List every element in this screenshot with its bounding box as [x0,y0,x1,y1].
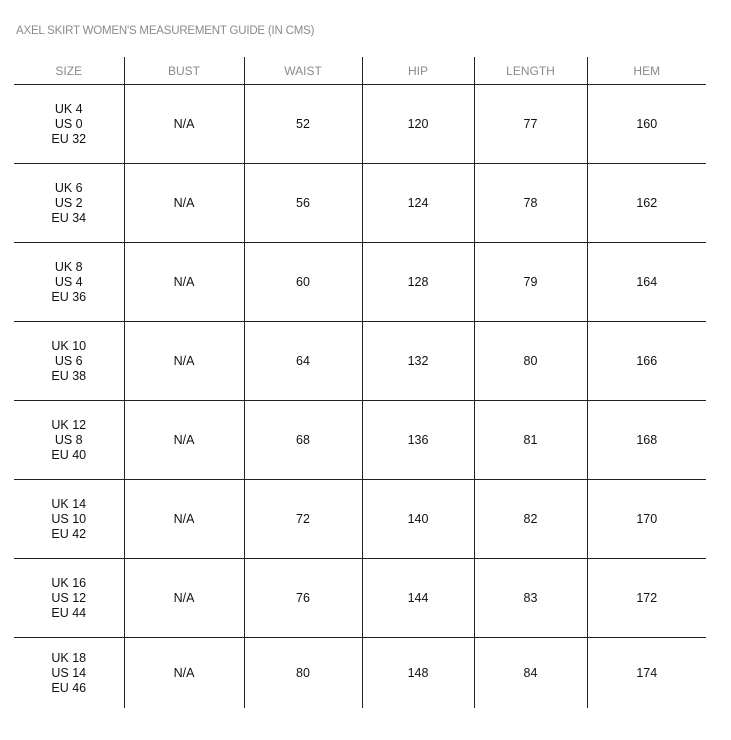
length-cell: 82 [474,480,587,559]
waist-cell: 80 [244,638,362,709]
header-size: SIZE [14,57,124,85]
size-cell [14,559,124,638]
table-row [14,638,706,709]
size-us: US 12 [51,590,87,605]
header-bust: BUST [124,57,244,85]
waist-cell: 76 [244,559,362,638]
size-us: US 0 [54,116,83,131]
size-cell [14,243,124,322]
bust-cell: N/A [124,164,244,243]
size-us: US 14 [51,665,87,680]
hip-cell: 120 [362,85,474,164]
hip-cell: 132 [362,322,474,401]
table-row [14,480,706,559]
size-us: US 4 [54,274,83,289]
table-row [14,85,706,164]
size-uk: UK 18 [51,650,87,665]
waist-cell: 60 [244,243,362,322]
size-uk: UK 12 [51,417,87,432]
size-uk: UK 16 [51,575,87,590]
size-uk: UK 6 [54,180,83,195]
bust-cell: N/A [124,401,244,480]
hip-cell: 124 [362,164,474,243]
hem-cell: 160 [587,85,706,164]
size-uk: UK 10 [51,338,87,353]
header-waist: WAIST [244,57,362,85]
size-eu: EU 34 [51,210,87,225]
header-hem: HEM [587,57,706,85]
hip-cell: 148 [362,638,474,709]
hem-cell: 162 [587,164,706,243]
length-cell: 84 [474,638,587,709]
waist-cell: 52 [244,85,362,164]
hip-cell: 128 [362,243,474,322]
size-uk: UK 4 [54,101,83,116]
size-cell [14,85,124,164]
length-cell: 78 [474,164,587,243]
size-eu: EU 38 [51,368,87,383]
size-eu: EU 44 [51,605,87,620]
size-eu: EU 42 [51,526,87,541]
table-header-row [14,57,706,85]
table-row [14,401,706,480]
size-us: US 6 [54,353,83,368]
size-cell [14,322,124,401]
header-length: LENGTH [474,57,587,85]
hem-cell: 170 [587,480,706,559]
bust-cell: N/A [124,243,244,322]
hem-cell: 166 [587,322,706,401]
length-cell: 79 [474,243,587,322]
size-eu: EU 40 [51,447,87,462]
size-us: US 8 [54,432,83,447]
waist-cell: 68 [244,401,362,480]
hem-cell: 172 [587,559,706,638]
waist-cell: 56 [244,164,362,243]
size-uk: UK 8 [54,259,83,274]
table-row [14,322,706,401]
header-hip: HIP [362,57,474,85]
size-cell [14,480,124,559]
size-uk: UK 14 [51,496,87,511]
size-cell [14,164,124,243]
size-us: US 10 [51,511,87,526]
page-title: AXEL SKIRT WOMEN'S MEASUREMENT GUIDE (IN CMS) [16,25,315,37]
bust-cell: N/A [124,559,244,638]
hip-cell: 140 [362,480,474,559]
size-cell [14,401,124,480]
table-row [14,164,706,243]
waist-cell: 72 [244,480,362,559]
length-cell: 77 [474,85,587,164]
hip-cell: 144 [362,559,474,638]
length-cell: 83 [474,559,587,638]
table-row [14,559,706,638]
waist-cell: 64 [244,322,362,401]
bust-cell: N/A [124,85,244,164]
bust-cell: N/A [124,480,244,559]
hem-cell: 164 [587,243,706,322]
size-eu: EU 32 [51,131,87,146]
bust-cell: N/A [124,322,244,401]
size-us: US 2 [54,195,83,210]
hip-cell: 136 [362,401,474,480]
length-cell: 81 [474,401,587,480]
measurement-table [14,57,706,708]
table-row [14,243,706,322]
hem-cell: 174 [587,638,706,709]
hem-cell: 168 [587,401,706,480]
size-eu: EU 46 [51,680,87,695]
length-cell: 80 [474,322,587,401]
bust-cell: N/A [124,638,244,709]
size-eu: EU 36 [51,289,87,304]
size-cell [14,638,124,709]
